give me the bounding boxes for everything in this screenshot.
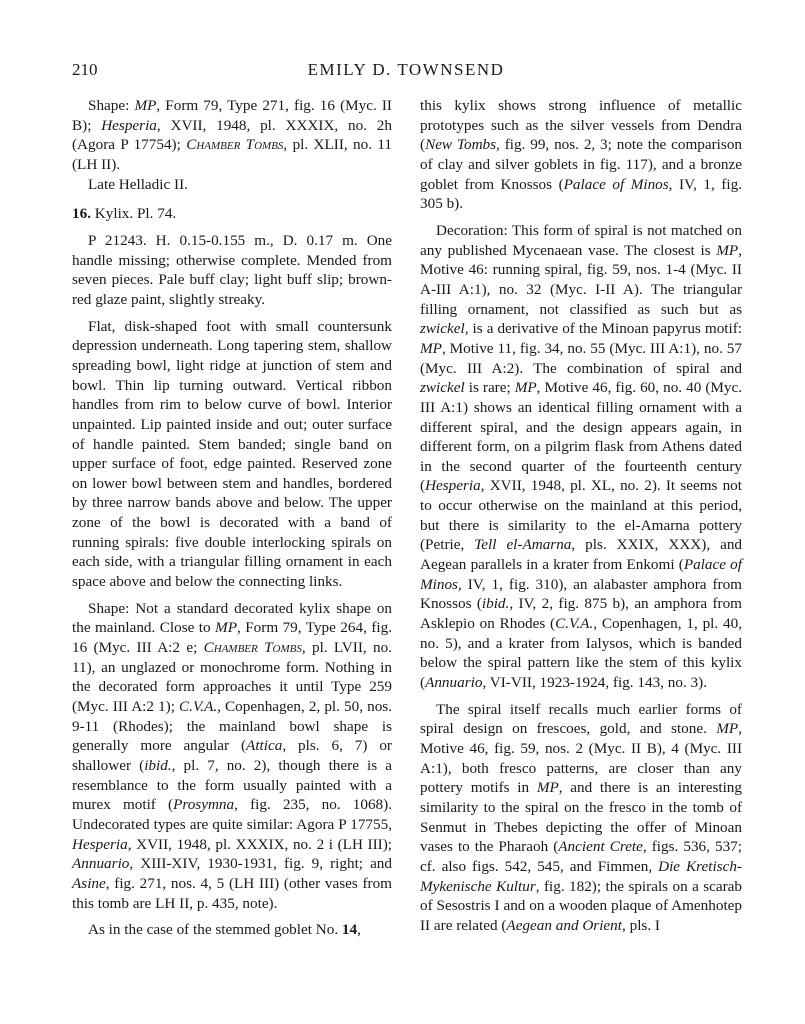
left-column — [72, 96, 392, 940]
running-head-author: EMILY D. TOWNSEND — [307, 60, 505, 79]
spiral-paragraph: The spiral itself recalls much earlier forms of spiral design on frescoes, gold, and stone. MP, Motive 46, fig. 59, nos. 2 (Myc. II B), 4 (Myc. III A:1), both fresco patterns, are closer than any pottery motifs in MP, and there is an interesting similarity to the spiral on the fresco in the tomb of Senmut in Thebes depicting the offer of Minoan vases to the Pharaoh (Ancient Crete, figs. 536, 537; cf. also figs. 542, 545, and Fimmen, Die Kretisch-Mykenische Kultur, fig. 182); the spirals on a scarab of Sesostris I and on a wooden plaque of Amenhotep II are related (Aegean and Orient, pls. I — [420, 700, 742, 934]
goblet-paragraph: As in the case of the stemmed goblet No. 14, — [88, 921, 361, 939]
shape-paragraph: Shape: Not a standard decorated kylix shape on the mainland. Close to MP, Form 79, Type 264, fig. 16 (Myc. III A:2 e; Chamber Tombs, pl. LVII, no. 11), an unglazed or monochrome form. Nothing in the decorated form approaches it until Type 259 (Myc. III A:2 1); C.V.A., Copenhagen, 2, pl. 50, nos. 9-11 (Rhodes); the mainland bowl shape is generally more angular (Attica, pls. 6, 7) or shallower (ibid., pl. 7, no. 2), though there is a resemblance to the form usually painted with a murex motif (Prosymna, fig. 235, no. 1068). Undecorated types are quite similar: Agora P 17755, Hesperia, XVII, 1948, pl. XXXIX, no. 2 i (LH III); Annuario, XIII-XIV, 1930-1931, fig. 9, right; and Asine, fig. 271, nos. 4, 5 (LH III) (other vases from this tomb are LH II, p. 435, note). — [72, 599, 393, 912]
page-number: 210 — [72, 60, 98, 79]
entry-title: Kylix. Pl. 74. — [94, 205, 177, 223]
continuation-paragraph: this kylix shows strong influence of metallic prototypes such as the silver vessels from Dendra (New Tombs, fig. 99, nos. 2, 3; note the comparison of clay and silver goblets in fig. 117), and a bronze goblet from Knossos (Palace of Minos, IV, 1, fig. 305 b). — [420, 97, 743, 213]
description-paragraph: Flat, disk-shaped foot with small countersunk depression underneath. Long tapering stem, shallow spreading bowl, light ridge at junction of stem and bowl. Thin lip turning outward. Vertical ribbon handles from rim to below curve of bowl. Interior unpainted. Lip painted inside and out; outer surface of handle painted. Stem banded; single band on upper surface of foot, edge painted. Reserved zone on lower bowl between stem and handles, bordered by three narrow bands above and below. The upper zone of the bowl is decorated with a band of running spirals: five double interlocking spirals on each side, with a triangular filling ornament in each space above and below the connecting links. — [72, 317, 392, 591]
entry-heading — [72, 204, 392, 224]
running-header — [72, 60, 740, 84]
period-line: Late Helladic II. — [88, 175, 188, 193]
entry-number: 16. — [72, 205, 91, 223]
right-column — [420, 96, 742, 936]
catalog-paragraph: P 21243. H. 0.15-0.155 m., D. 0.17 m. One handle missing; otherwise complete. Mended from seven pieces. Pale buff clay; light buff slip; brown-red glaze paint, slightly streaky. — [72, 231, 392, 308]
decoration-paragraph: Decoration: This form of spiral is not matched on any published Mycenaean vase. The closest is MP, Motive 46: running spiral, fig. 59, nos. 1-4 (Myc. II A-III A:1), no. 32 (Myc. I-II A). The triangular filling ornament, not classified as such but as zwickel, is a derivative of the Minoan papyrus motif: MP, Motive 11, fig. 34, no. 55 (Myc. III A:1), no. 57 (Myc. III A:2). The combination of spiral and zwickel is rare; MP, Motive 46, fig. 60, no. 40 (Myc. III A:1) shows an identical filling ornament with a different spiral, and the design appears again, in different form, on a pilgrim flask from Athens dated in the second quarter of the fourteenth century (Hesperia, XVII, 1948, pl. XL, no. 2). It seems not to occur otherwise on the mainland at this period, but there is similarity to the el-Amarna pottery (Petrie, Tell el-Amarna, pls. XXIX, XXX), and Aegean parallels in a krater from Enkomi (Palace of Minos, IV, 1, fig. 310), an alabaster amphora from Knossos (ibid., IV, 2, fig. 875 b), an amphora from Asklepio on Rhodes (C.V.A., Copenhagen, 1, pl. 40, no. 5), and a krater from Ialysos, which is banded below the spiral pattern like the stem of this kylix (Annuario, VI-VII, 1923-1924, fig. 143, no. 3). — [420, 221, 743, 692]
shape-paragraph-previous: Shape: MP, Form 79, Type 271, fig. 16 (Myc. II B); Hesperia, XVII, 1948, pl. XXXIX, no. 2h (Agora P 17754); Chamber Tombs, pl. XLII, no. 11 (LH II). — [72, 97, 392, 173]
